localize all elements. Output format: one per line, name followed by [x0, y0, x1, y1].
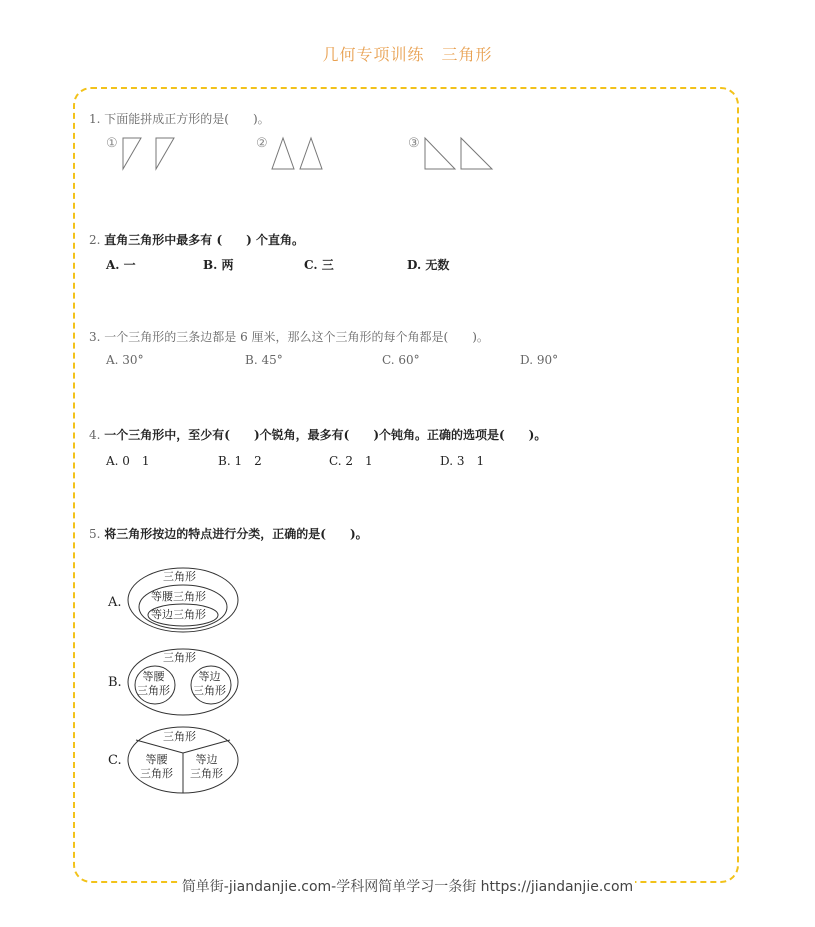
option-label: ①	[106, 136, 118, 151]
option-label: ②	[256, 136, 268, 151]
option-label: B.	[108, 675, 122, 690]
label-line: 三角形	[140, 767, 173, 780]
option-b[interactable]: B. 1 2	[218, 454, 262, 468]
option-label: A.	[108, 595, 122, 610]
question-stem: 一个三角形中，至少有( )个锐角，最多有( )个钝角。正确的选项是( )。	[104, 428, 547, 442]
option-label: C.	[108, 753, 122, 768]
right-triangle-pair-icon	[120, 137, 190, 177]
diagram-left-label	[137, 670, 170, 698]
option-c[interactable]: C. 三	[304, 258, 334, 272]
label-line: 三角形	[193, 684, 226, 697]
question-stem: 下面能拼成正方形的是( )。	[104, 112, 270, 126]
question-4	[89, 426, 546, 443]
question-number: 5.	[89, 527, 101, 541]
label-line: 三角形	[137, 684, 170, 697]
question-2	[89, 231, 304, 248]
label-line: 等边	[198, 670, 221, 683]
diagram-right-label	[193, 670, 226, 698]
option-d[interactable]: D. 90°	[520, 353, 559, 367]
diagram-inner-label: 等边三角形	[151, 608, 206, 621]
question-number: 2.	[89, 233, 101, 247]
diagram-right-label	[190, 753, 223, 781]
question-stem: 直角三角形中最多有 ( ) 个直角。	[104, 233, 304, 247]
label-line: 三角形	[190, 767, 223, 780]
option-d[interactable]: D. 无数	[407, 258, 450, 272]
option-d[interactable]: D. 3 1	[440, 454, 485, 468]
page-title: 几何专项训练 三角形	[322, 45, 493, 64]
option-c[interactable]: C. 2 1	[329, 454, 373, 468]
label-line: 等边	[195, 753, 218, 766]
question-3	[89, 328, 489, 345]
question-stem: 一个三角形的三条边都是 6 厘米，那么这个三角形的每个角都是( )。	[104, 330, 489, 344]
question-number: 3.	[89, 330, 101, 344]
diagram-top-label: 三角形	[163, 730, 196, 743]
question-5	[89, 525, 368, 542]
option-a[interactable]: A. 0 1	[106, 454, 150, 468]
right-triangle-pair-icon	[423, 137, 503, 177]
option-label: ③	[408, 136, 420, 151]
question-number: 1.	[89, 112, 101, 126]
diagram-outer-label: 三角形	[163, 651, 196, 664]
footer-text: 简单街-jiandanjie.com-学科网简单学习一条街 https://jiandanjie.com	[181, 879, 634, 895]
diagram-left-label	[140, 753, 173, 781]
question-stem: 将三角形按边的特点进行分类，正确的是( )。	[104, 527, 368, 541]
isosceles-triangle-pair-icon	[270, 137, 340, 177]
label-line: 等腰	[142, 670, 165, 683]
footer-watermark	[0, 876, 815, 896]
diagram-outer-label: 三角形	[163, 570, 196, 583]
option-b[interactable]: B. 45°	[245, 353, 283, 367]
question-1	[89, 110, 270, 127]
diagram-middle-label: 等腰三角形	[151, 590, 206, 603]
question-number: 4.	[89, 428, 101, 442]
option-a[interactable]: A. 一	[106, 258, 136, 272]
label-line: 等腰	[145, 753, 168, 766]
option-c[interactable]: C. 60°	[382, 353, 420, 367]
option-b[interactable]: B. 两	[203, 258, 234, 272]
option-a[interactable]: A. 30°	[106, 353, 144, 367]
